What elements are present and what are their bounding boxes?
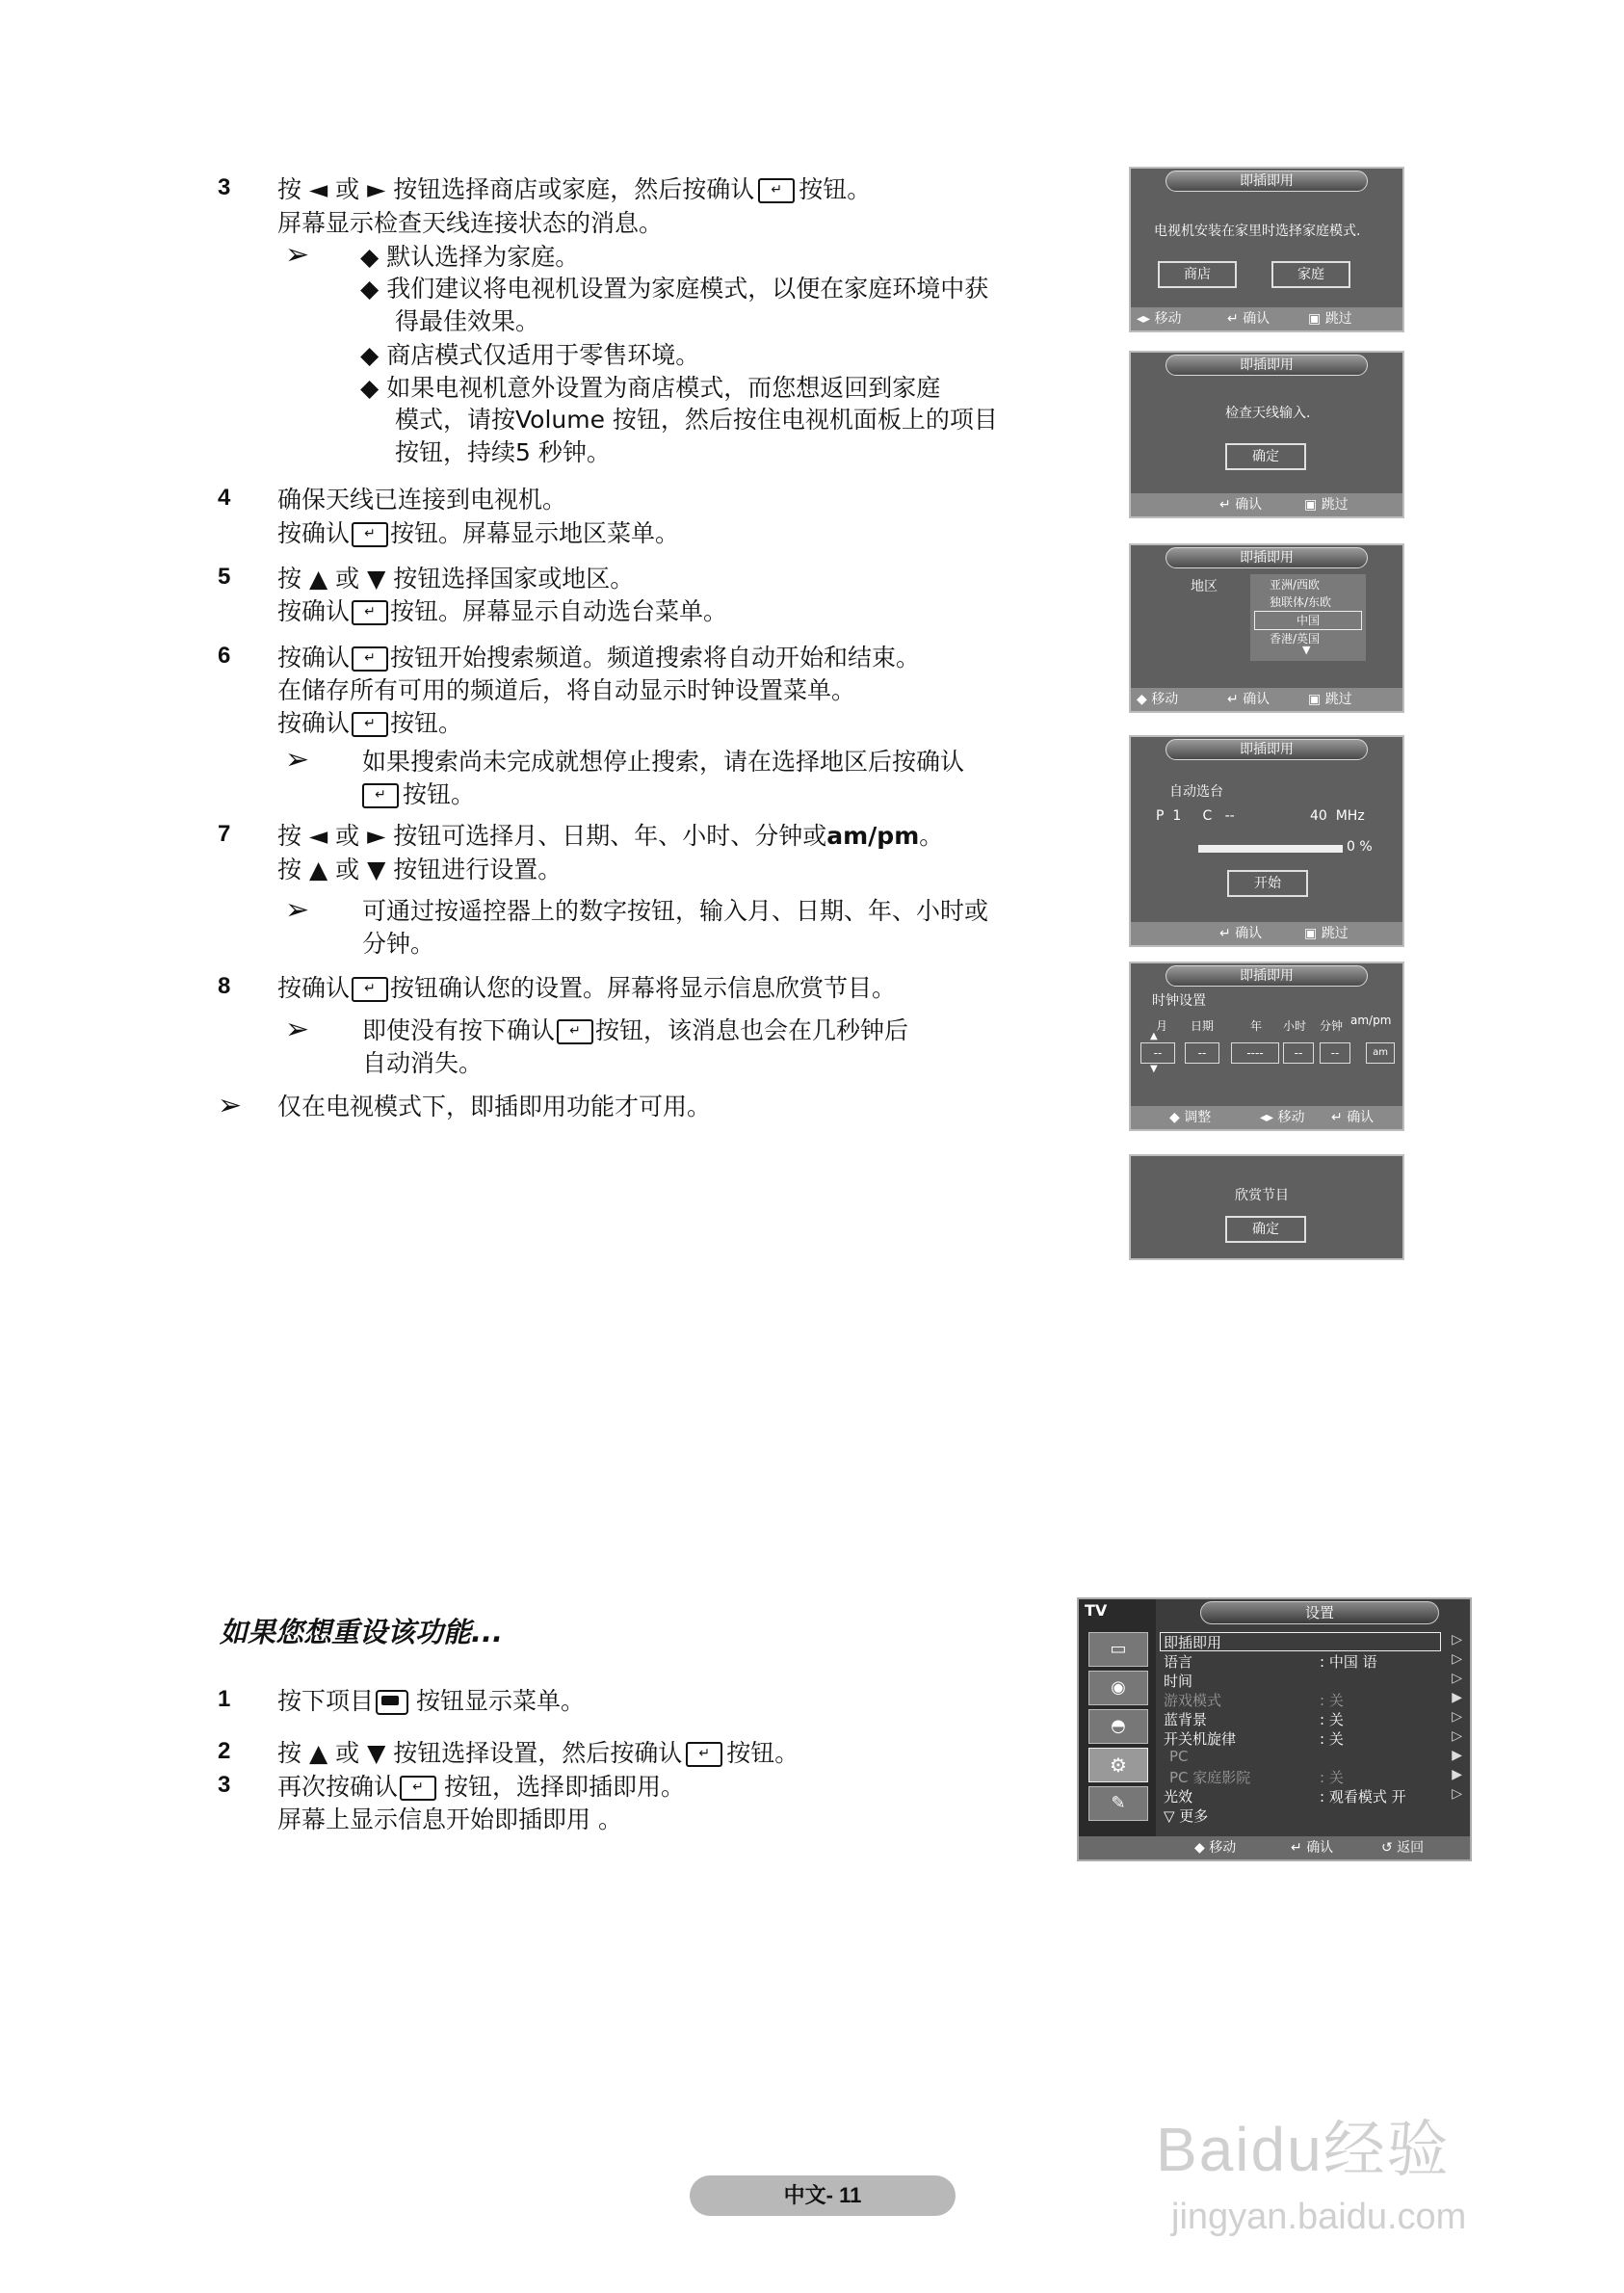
- minute-field[interactable]: --: [1320, 1042, 1350, 1064]
- step-7-line-1: 按 ◄ 或 ► 按钮可选择月、日期、年、小时、分钟或am/pm。: [277, 822, 944, 850]
- step-6-line-1: 按确认 ↵ 按钮开始搜索频道。频道搜索将自动开始和结束。: [277, 644, 921, 672]
- enter-icon: ↵: [352, 977, 388, 1002]
- step-3-line-2: 屏幕显示检查天线连接状态的消息。: [277, 209, 664, 237]
- move-hint: ◆ 移动: [1137, 692, 1179, 707]
- menu-value-game-mode: : 关: [1320, 1692, 1344, 1709]
- confirm-hint: ↵ 确认: [1219, 497, 1263, 513]
- note-arrow-icon: ➢: [218, 1089, 243, 1122]
- osd-message: 检查天线输入.: [1225, 406, 1311, 421]
- menu-item-melody[interactable]: 开关机旋律: [1164, 1730, 1237, 1748]
- store-button[interactable]: 商店: [1158, 261, 1237, 288]
- confirm-hint: ↵ 确认: [1291, 1840, 1334, 1856]
- submenu-arrow-icon: ▶: [1452, 1767, 1462, 1782]
- osd-setup-menu: [1077, 1597, 1472, 1861]
- step-6-line-2: 在储存所有可用的频道后，将自动显示时钟设置菜单。: [277, 676, 856, 704]
- menu-sidebar: [1079, 1599, 1156, 1840]
- col-ampm: am/pm: [1350, 1014, 1392, 1027]
- sound-icon[interactable]: ◉: [1088, 1671, 1148, 1705]
- final-note: 仅在电视模式下，即插即用功能才可用。: [277, 1093, 712, 1120]
- confirm-hint: ↵ 确认: [1219, 926, 1263, 941]
- menu-item-plug-and-play[interactable]: 即插即用: [1164, 1634, 1222, 1651]
- move-hint: ◆ 移动: [1194, 1840, 1237, 1856]
- step-3-bullet-4: ◆ 如果电视机意外设置为商店模式，而您想返回到家庭: [360, 374, 941, 402]
- skip-hint: ▣ 跳过: [1304, 497, 1349, 513]
- step-5-line-2: 按确认 ↵ 按钮。屏幕显示自动选台菜单。: [277, 597, 728, 625]
- step-6-line-3: 按确认 ↵ 按钮。: [277, 709, 463, 737]
- month-field[interactable]: --: [1140, 1042, 1175, 1064]
- step-3-line-1: 按 ◄ 或 ► 按钮选择商店或家庭，然后按确认 ↵ 按钮。: [277, 175, 872, 203]
- channel-icon[interactable]: ◓: [1088, 1709, 1148, 1744]
- note-arrow-icon: ➢: [285, 238, 310, 272]
- menu-value-language: : 中国 语: [1320, 1653, 1377, 1671]
- enter-icon: ↵: [557, 1019, 593, 1044]
- auto-store-label: 自动选台: [1169, 784, 1223, 800]
- submenu-arrow-icon: ▷: [1452, 1671, 1462, 1686]
- step-3-number: 3: [218, 174, 231, 200]
- step-6-number: 6: [218, 643, 231, 669]
- reset-step-3-line-2: 屏幕上显示信息开始即插即用 。: [277, 1805, 622, 1833]
- col-month: 月: [1156, 1019, 1168, 1033]
- confirm-hint: ↵ 确认: [1227, 692, 1270, 707]
- step-3-bullet-2-cont: 得最佳效果。: [395, 307, 540, 335]
- watermark-url: jingyan.baidu.com: [1171, 2197, 1467, 2237]
- step-6-note-2: ↵ 按钮。: [362, 778, 475, 811]
- submenu-arrow-icon: ▷: [1452, 1651, 1462, 1667]
- frequency-readout: 40 MHz: [1310, 808, 1365, 824]
- osd-footer: [1131, 307, 1402, 330]
- osd-title: 即插即用: [1166, 547, 1368, 568]
- start-button[interactable]: 开始: [1227, 870, 1308, 897]
- enter-icon: ↵: [352, 646, 388, 672]
- menu-icon: [376, 1690, 408, 1715]
- menu-item-pc-home-theater: PC 家庭影院: [1169, 1769, 1251, 1786]
- reset-step-2-number: 2: [218, 1738, 231, 1764]
- menu-item-language[interactable]: 语言: [1164, 1653, 1193, 1671]
- submenu-arrow-icon: ▷: [1452, 1709, 1462, 1725]
- reset-step-1: 按下项目 按钮显示菜单。: [277, 1687, 586, 1715]
- enter-icon: ↵: [352, 712, 388, 737]
- step-8-number: 8: [218, 973, 231, 999]
- region-list[interactable]: [1250, 574, 1366, 661]
- step-8-line-1: 按确认 ↵ 按钮确认您的设置。屏幕将显示信息欣赏节目。: [277, 974, 897, 1002]
- osd-message: 电视机安装在家里时选择家庭模式.: [1154, 224, 1361, 239]
- step-8-note-1: 即使没有按下确认 ↵ 按钮，该消息也会在几秒钟后: [362, 1016, 909, 1044]
- osd-panel-clock: [1129, 962, 1404, 1131]
- scroll-down-icon[interactable]: ▼: [1302, 644, 1311, 656]
- menu-item-more[interactable]: ▽ 更多: [1164, 1807, 1209, 1825]
- enter-icon: ↵: [400, 1776, 436, 1801]
- enter-icon: ↵: [352, 522, 388, 547]
- menu-item-time[interactable]: 时间: [1164, 1673, 1193, 1690]
- tv-label: TV: [1085, 1601, 1108, 1620]
- step-3-bullet-4-cont-2: 按钮，持续5 秒钟。: [395, 438, 611, 466]
- move-hint: ◂▸ 移动: [1137, 311, 1182, 327]
- enter-icon: ↵: [758, 178, 795, 203]
- reset-step-3-number: 3: [218, 1772, 231, 1798]
- menu-value-melody: : 关: [1320, 1730, 1344, 1748]
- submenu-arrow-icon: ▶: [1452, 1748, 1462, 1763]
- input-icon[interactable]: ✎: [1088, 1786, 1148, 1821]
- page-number-pill: 中文- 11: [690, 2175, 956, 2216]
- region-label: 地区: [1191, 579, 1218, 594]
- picture-icon[interactable]: ▭: [1088, 1632, 1148, 1667]
- col-year: 年: [1250, 1019, 1263, 1033]
- menu-item-blue-screen[interactable]: 蓝背景: [1164, 1711, 1208, 1728]
- home-button[interactable]: 家庭: [1271, 261, 1350, 288]
- channel-readout: P 1 C --: [1156, 808, 1235, 824]
- step-8-note-2: 自动消失。: [362, 1049, 484, 1077]
- step-7-note-2: 分钟。: [362, 930, 435, 958]
- step-7-number: 7: [218, 821, 231, 847]
- skip-hint: ▣ 跳过: [1308, 311, 1352, 327]
- ampm-field[interactable]: am: [1366, 1042, 1395, 1064]
- osd-panel-auto-store: [1129, 735, 1404, 947]
- submenu-arrow-icon: ▷: [1452, 1786, 1462, 1802]
- year-field[interactable]: ----: [1231, 1042, 1279, 1064]
- reset-step-2: 按 ▲ 或 ▼ 按钮选择设置，然后按确认 ↵ 按钮。: [277, 1739, 799, 1767]
- setup-gear-icon[interactable]: ⚙: [1088, 1748, 1148, 1782]
- menu-value-blue-screen: : 关: [1320, 1711, 1344, 1728]
- col-date: 日期: [1191, 1019, 1215, 1033]
- progress-bar: [1198, 845, 1343, 853]
- region-option[interactable]: 香港/英国: [1270, 632, 1321, 646]
- note-arrow-icon: ➢: [285, 893, 310, 927]
- menu-item-pc: PC: [1169, 1748, 1189, 1765]
- return-hint: ↺ 返回: [1381, 1840, 1425, 1856]
- enter-icon: ↵: [686, 1742, 722, 1767]
- step-3-bullet-3: ◆ 商店模式仅适用于零售环境。: [360, 341, 700, 369]
- osd-title: 即插即用: [1166, 739, 1368, 760]
- note-arrow-icon: ➢: [285, 1013, 310, 1046]
- osd-title: 即插即用: [1166, 171, 1368, 192]
- osd-footer: [1131, 493, 1402, 516]
- step-6-note-1: 如果搜索尚未完成就想停止搜索，请在选择地区后按确认: [362, 748, 965, 776]
- col-hour: 小时: [1283, 1019, 1307, 1033]
- step-3-bullet-2: ◆ 我们建议将电视机设置为家庭模式，以便在家庭环境中获: [360, 275, 989, 303]
- reset-step-3-line-1: 再次按确认 ↵ 按钮，选择即插即用。: [277, 1773, 686, 1801]
- step-5-number: 5: [218, 564, 231, 590]
- step-5-line-1: 按 ▲ 或 ▼ 按钮选择国家或地区。: [277, 565, 635, 593]
- osd-message: 欣赏节目: [1235, 1188, 1289, 1203]
- date-field[interactable]: --: [1185, 1042, 1219, 1064]
- menu-title: 设置: [1200, 1601, 1439, 1624]
- note-arrow-icon: ➢: [285, 743, 310, 777]
- ok-button[interactable]: 确定: [1225, 443, 1306, 470]
- menu-item-game-mode: 游戏模式: [1164, 1692, 1222, 1709]
- adjust-hint: ◆ 调整: [1169, 1110, 1212, 1125]
- region-option-selected[interactable]: 中国: [1254, 611, 1362, 630]
- confirm-hint: ↵ 确认: [1227, 311, 1270, 327]
- move-hint: ◂▸ 移动: [1260, 1110, 1305, 1125]
- osd-title: 即插即用: [1166, 355, 1368, 376]
- step-7-line-2: 按 ▲ 或 ▼ 按钮进行设置。: [277, 856, 563, 883]
- enter-icon: ↵: [352, 600, 388, 625]
- down-arrow-icon[interactable]: ▼: [1150, 1064, 1158, 1074]
- osd-panel-region: [1129, 543, 1404, 713]
- confirm-hint: ↵ 确认: [1331, 1110, 1375, 1125]
- menu-value-light-effect: : 观看模式 开: [1320, 1788, 1406, 1805]
- osd-panel-antenna-check: [1129, 351, 1404, 518]
- step-4-line-2: 按确认 ↵ 按钮。屏幕显示地区菜单。: [277, 519, 680, 547]
- region-option[interactable]: 亚洲/西欧: [1270, 578, 1321, 592]
- osd-title: 即插即用: [1166, 965, 1368, 987]
- reset-step-1-number: 1: [218, 1686, 231, 1712]
- osd-footer: [1131, 688, 1402, 711]
- enter-icon: ↵: [362, 783, 399, 808]
- submenu-arrow-icon: ▷: [1452, 1632, 1462, 1647]
- osd-panel-enjoy: [1129, 1154, 1404, 1260]
- ok-button[interactable]: 确定: [1225, 1216, 1306, 1243]
- osd-panel-mode-select: [1129, 167, 1404, 332]
- up-arrow-icon[interactable]: ▲: [1150, 1031, 1158, 1041]
- step-4-line-1: 确保天线已连接到电视机。: [277, 486, 567, 514]
- progress-percent: 0 %: [1347, 839, 1373, 855]
- osd-footer: [1131, 1106, 1402, 1129]
- col-minute: 分钟: [1320, 1019, 1344, 1033]
- step-3-bullet-1: ◆ 默认选择为家庭。: [360, 243, 580, 271]
- clock-label: 时钟设置: [1152, 993, 1206, 1009]
- step-7-note-1: 可通过按遥控器上的数字按钮，输入月、日期、年、小时或: [362, 897, 989, 925]
- menu-value-pc-home-theater: : 关: [1320, 1769, 1344, 1786]
- osd-footer: [1131, 922, 1402, 945]
- menu-footer: [1079, 1836, 1470, 1859]
- skip-hint: ▣ 跳过: [1304, 926, 1349, 941]
- region-option[interactable]: 独联体/东欧: [1270, 595, 1332, 609]
- step-3-bullet-4-cont-1: 模式，请按Volume 按钮，然后按住电视机面板上的项目: [395, 406, 998, 434]
- skip-hint: ▣ 跳过: [1308, 692, 1352, 707]
- reset-heading: 如果您想重设该功能...: [220, 1616, 504, 1648]
- submenu-arrow-icon: ▷: [1452, 1728, 1462, 1744]
- watermark-logo: Baidu经验: [1156, 2115, 1451, 2184]
- menu-item-light-effect[interactable]: 光效: [1164, 1788, 1193, 1805]
- submenu-arrow-icon: ▶: [1452, 1690, 1462, 1705]
- hour-field[interactable]: --: [1283, 1042, 1314, 1064]
- step-4-number: 4: [218, 485, 231, 511]
